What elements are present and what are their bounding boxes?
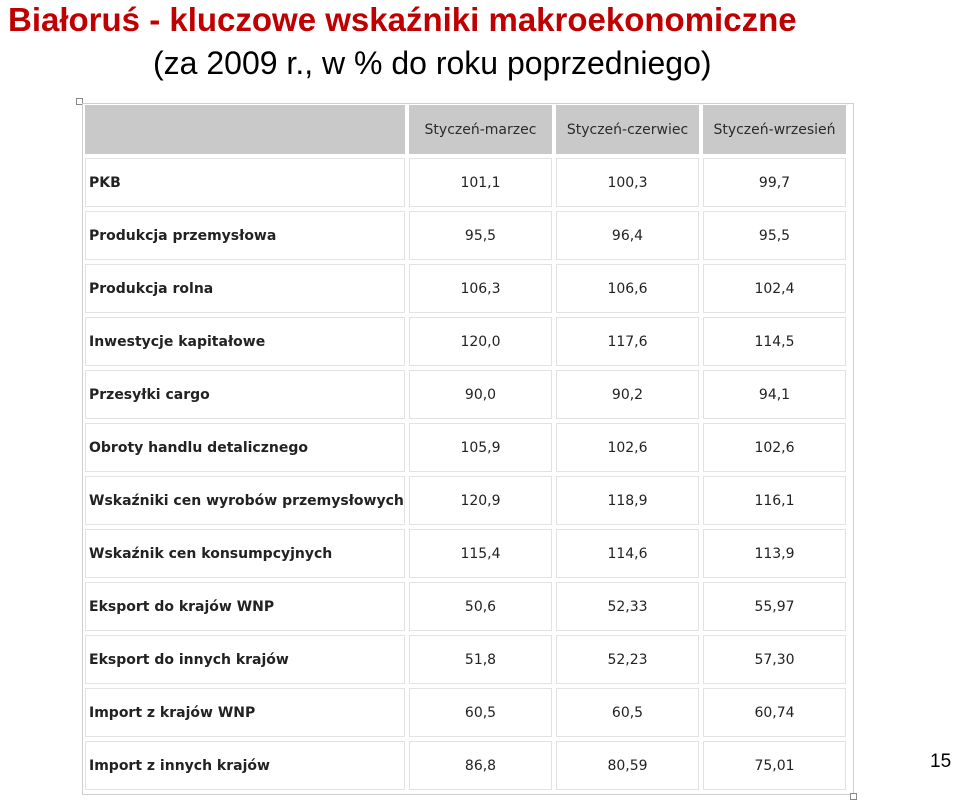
table-row bbox=[85, 264, 846, 313]
table-row bbox=[85, 582, 846, 631]
page-number: 15 bbox=[930, 751, 952, 772]
indicators-table bbox=[81, 101, 850, 794]
table-row bbox=[85, 317, 846, 366]
column-header: Styczeń-czerwiec bbox=[556, 105, 699, 154]
value-cell: 115,4 bbox=[409, 529, 552, 578]
value-cell: 60,5 bbox=[556, 688, 699, 737]
table-row bbox=[85, 741, 846, 790]
table-row bbox=[85, 158, 846, 207]
row-label: Import z innych krajów bbox=[85, 741, 405, 790]
row-label: Eksport do innych krajów bbox=[85, 635, 405, 684]
value-cell: 100,3 bbox=[556, 158, 699, 207]
table-row bbox=[85, 529, 846, 578]
value-cell: 52,33 bbox=[556, 582, 699, 631]
value-cell: 80,59 bbox=[556, 741, 699, 790]
row-label: Produkcja przemysłowa bbox=[85, 211, 405, 260]
value-cell: 90,2 bbox=[556, 370, 699, 419]
value-cell: 51,8 bbox=[409, 635, 552, 684]
value-cell: 55,97 bbox=[703, 582, 846, 631]
slide-subtitle: (za 2009 r., w % do roku poprzedniego) bbox=[153, 45, 712, 81]
value-cell: 60,5 bbox=[409, 688, 552, 737]
value-cell: 95,5 bbox=[703, 211, 846, 260]
row-label: PKB bbox=[85, 158, 405, 207]
column-header: Styczeń-marzec bbox=[409, 105, 552, 154]
value-cell: 102,4 bbox=[703, 264, 846, 313]
value-cell: 86,8 bbox=[409, 741, 552, 790]
row-label: Wskaźnik cen konsumpcyjnych bbox=[85, 529, 405, 578]
column-header: Styczeń-wrzesień bbox=[703, 105, 846, 154]
table-row bbox=[85, 423, 846, 472]
table-row bbox=[85, 211, 846, 260]
table-row bbox=[85, 635, 846, 684]
value-cell: 114,5 bbox=[703, 317, 846, 366]
value-cell: 106,3 bbox=[409, 264, 552, 313]
value-cell: 94,1 bbox=[703, 370, 846, 419]
value-cell: 106,6 bbox=[556, 264, 699, 313]
table-header-row bbox=[85, 105, 846, 154]
value-cell: 52,23 bbox=[556, 635, 699, 684]
table-row bbox=[85, 476, 846, 525]
row-label: Eksport do krajów WNP bbox=[85, 582, 405, 631]
row-label: Inwestycje kapitałowe bbox=[85, 317, 405, 366]
value-cell: 57,30 bbox=[703, 635, 846, 684]
row-label: Wskaźniki cen wyrobów przemysłowych bbox=[85, 476, 405, 525]
table-row bbox=[85, 688, 846, 737]
value-cell: 75,01 bbox=[703, 741, 846, 790]
row-label: Obroty handlu detalicznego bbox=[85, 423, 405, 472]
value-cell: 95,5 bbox=[409, 211, 552, 260]
value-cell: 120,9 bbox=[409, 476, 552, 525]
value-cell: 102,6 bbox=[703, 423, 846, 472]
value-cell: 102,6 bbox=[556, 423, 699, 472]
table-row bbox=[85, 370, 846, 419]
value-cell: 99,7 bbox=[703, 158, 846, 207]
row-label: Produkcja rolna bbox=[85, 264, 405, 313]
value-cell: 105,9 bbox=[409, 423, 552, 472]
value-cell: 116,1 bbox=[703, 476, 846, 525]
value-cell: 90,0 bbox=[409, 370, 552, 419]
value-cell: 113,9 bbox=[703, 529, 846, 578]
value-cell: 96,4 bbox=[556, 211, 699, 260]
header-empty-cell bbox=[85, 105, 405, 154]
value-cell: 114,6 bbox=[556, 529, 699, 578]
resize-handle-bottom-right[interactable] bbox=[850, 793, 857, 800]
value-cell: 120,0 bbox=[409, 317, 552, 366]
value-cell: 117,6 bbox=[556, 317, 699, 366]
value-cell: 101,1 bbox=[409, 158, 552, 207]
row-label: Import z krajów WNP bbox=[85, 688, 405, 737]
slide-title: Białoruś - kluczowe wskaźniki makroekonomiczne bbox=[8, 1, 797, 38]
value-cell: 50,6 bbox=[409, 582, 552, 631]
row-label: Przesyłki cargo bbox=[85, 370, 405, 419]
value-cell: 118,9 bbox=[556, 476, 699, 525]
value-cell: 60,74 bbox=[703, 688, 846, 737]
